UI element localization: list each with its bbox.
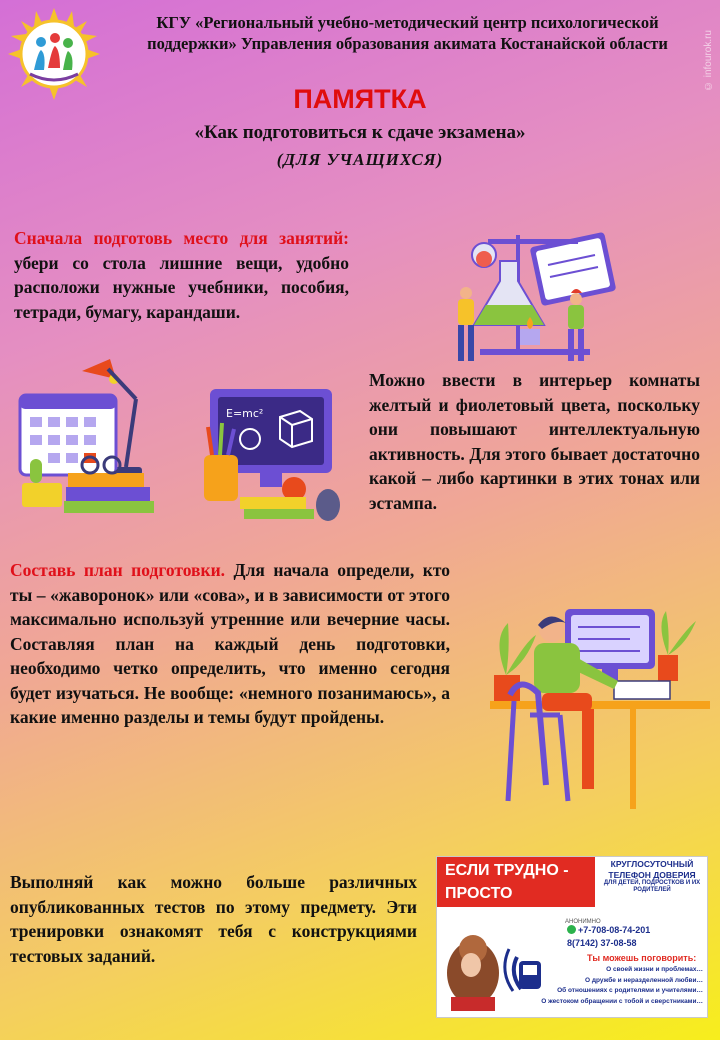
can-talk-label: Ты можешь поговорить:	[587, 953, 697, 963]
section-workspace	[14, 226, 349, 324]
organization-header	[105, 12, 710, 54]
svg-text:E=mc²: E=mc²	[226, 407, 264, 420]
phone-number-landline[interactable]: 8(7142) 37-08-58	[567, 938, 637, 948]
section-highlight: Сначала подготовь место для занятий:	[14, 228, 349, 248]
talk-topics-list	[513, 965, 703, 1007]
helpline-banner	[436, 856, 708, 1018]
hotline-label	[599, 859, 705, 894]
memo-audience: (ДЛЯ УЧАЩИХСЯ)	[276, 150, 444, 169]
topic-item: О своей жизни и проблемах…	[606, 966, 703, 973]
org-line-2: поддержки» Управления образования акимата Костанайской области	[147, 34, 668, 53]
whatsapp-icon	[567, 925, 576, 934]
section-study-plan	[10, 558, 450, 730]
computer-study-illustration-icon	[200, 385, 355, 525]
section-text: Для начала определи, кто ты – «жаворонок» или «сова», и в зависимости от этого максимально используй утренние или вечерние часы. Составляя план на каждый день подготовки, необходимо четко определить, что именно сегодня будет изучаться. Не вообще: «немного позанимаюсь», а какие именно разделы и темы будут пройдены.	[10, 560, 450, 727]
memo-subtitle: «Как подготовиться к сдаче экзамена»	[194, 122, 526, 143]
section-interior-colors	[369, 368, 700, 515]
section-text: убери со стола лишние вещи, удобно расположи нужные учебники, пособия, тетради, бумагу, карандаши.	[14, 252, 349, 322]
org-line-1: КГУ «Региональный учебно-методический центр психологической	[156, 13, 659, 32]
memo-title: ПАМЯТКА	[293, 84, 427, 114]
topic-item: О жестоком обращении с тобой и сверстниками…	[541, 997, 703, 1005]
watermark: © infourok.ru	[703, 30, 714, 92]
phone-1-text: +7-708-08-74-201	[578, 925, 651, 935]
topic-item: О дружбе и неразделенной любви…	[585, 976, 703, 984]
section-highlight: Составь план подготовки.	[10, 560, 226, 580]
section-practice-tests	[10, 870, 417, 968]
hotline-line-3: ДЛЯ ДЕТЕЙ, ПОДРОСТКОВ И ИХ РОДИТЕЛЕЙ	[603, 880, 701, 893]
phone-number-mobile[interactable]	[567, 925, 650, 935]
anonymous-label: АНОНИМНО	[565, 919, 601, 925]
hotline-line-1: КРУГЛОСУТОЧНЫЙ	[610, 859, 694, 869]
hotline-line-2: ТЕЛЕФОН ДОВЕРИЯ	[608, 869, 696, 880]
section-text: Выполняй как можно больше различных опубликованных тестов по этому предмету. Эти тренировки ознакомят тебя с конструкциями тестовых заданий.	[10, 872, 417, 966]
headline-line-1: ЕСЛИ ТРУДНО -	[445, 862, 569, 879]
desk-calendar-lamp-illustration-icon	[12, 355, 162, 520]
chemistry-lab-illustration-icon	[440, 225, 620, 365]
topic-item: Об отношениях с родителями и учителями…	[557, 987, 703, 994]
section-text: Можно ввести в интерьер комнаты желтый и фиолетовый цвета, поскольку они повышают интеллектуальную активность. Для этого бывает достаточно какой – либо картинки в этих тонах или эстампа.	[369, 370, 700, 513]
headline-line-2: ПРОСТО ПОЗВОНИ	[445, 885, 526, 925]
student-at-desk-illustration-icon	[490, 605, 710, 810]
